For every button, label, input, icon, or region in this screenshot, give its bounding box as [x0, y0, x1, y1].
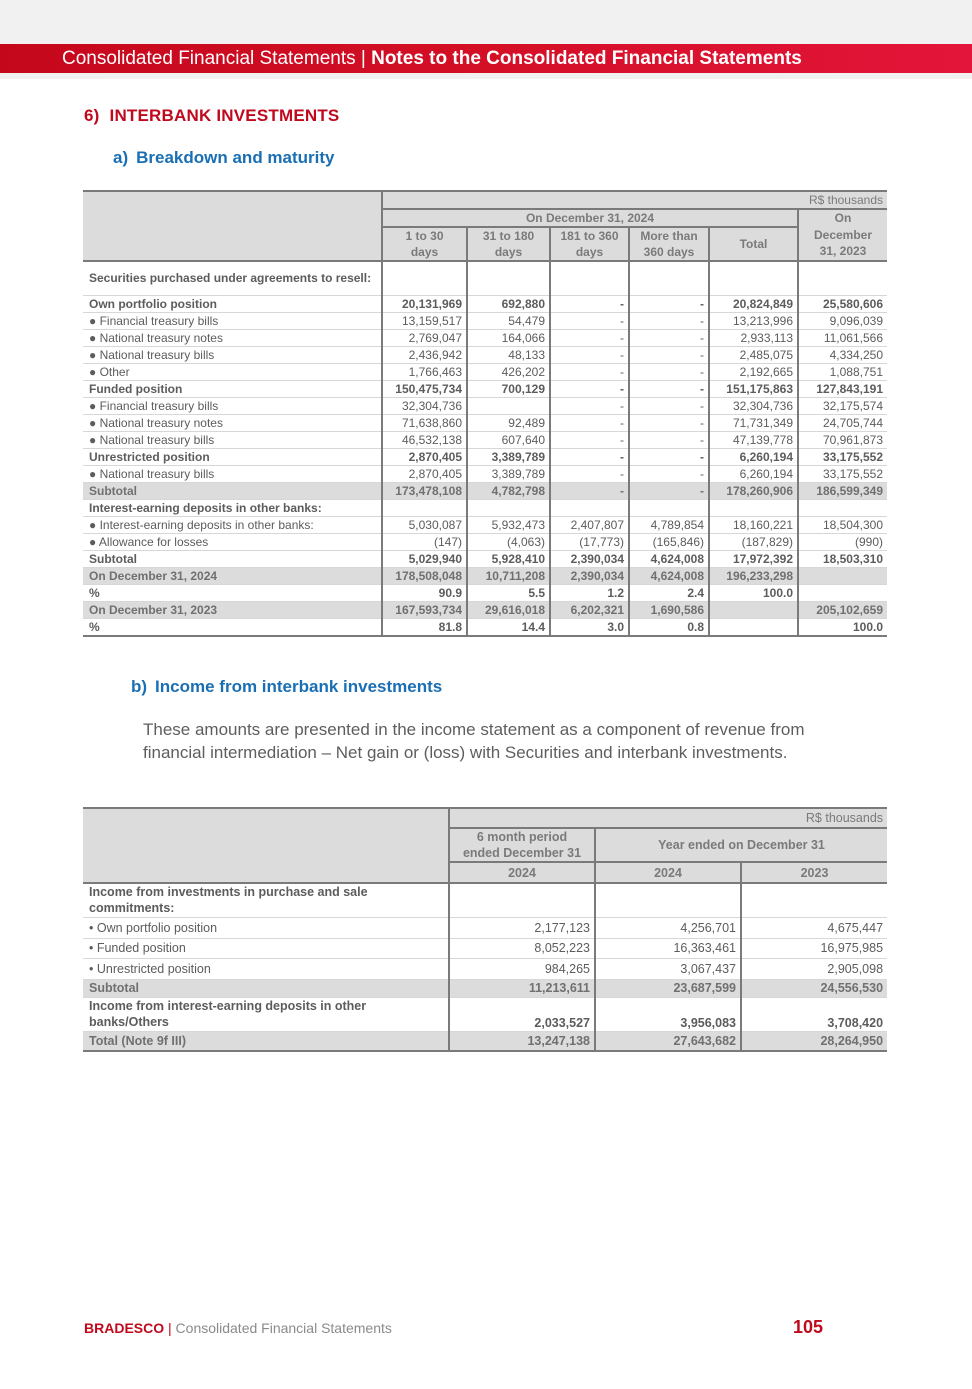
cell-value: 48,133 [467, 346, 550, 363]
cell-value: - [550, 465, 629, 482]
table-row [83, 938, 887, 958]
table-row [83, 883, 887, 917]
cell-value: 164,066 [467, 329, 550, 346]
cell-value [550, 261, 629, 295]
cell-value: 28,264,950 [741, 1031, 887, 1051]
cell-value: 8,052,223 [449, 938, 595, 958]
row-label: ● National treasury bills [83, 431, 382, 448]
cell-value [709, 601, 798, 618]
cell-value [798, 499, 887, 516]
cell-value: - [550, 312, 629, 329]
cell-value: 10,711,208 [467, 567, 550, 584]
cell-value: - [629, 312, 709, 329]
cell-value: 24,705,744 [798, 414, 887, 431]
cell-value: 2,192,665 [709, 363, 798, 380]
cell-value: 3,067,437 [595, 958, 741, 979]
cell-value: (187,829) [709, 533, 798, 550]
footer [84, 1320, 392, 1336]
cell-value: 70,961,873 [798, 431, 887, 448]
cell-value: 167,593,734 [382, 601, 467, 618]
row-label: ● National treasury bills [83, 346, 382, 363]
cell-value: 71,731,349 [709, 414, 798, 431]
table-row [83, 397, 887, 414]
row-label: Total (Note 9f III) [83, 1031, 449, 1051]
section-a-title: Breakdown and maturity [136, 148, 335, 167]
breakdown-maturity-table [83, 190, 887, 637]
row-label: ● National treasury notes [83, 329, 382, 346]
cell-value: 100.0 [709, 584, 798, 601]
cell-value: 1,690,586 [629, 601, 709, 618]
cell-value: 13,247,138 [449, 1031, 595, 1051]
cell-value: 3,956,083 [595, 997, 741, 1031]
cell-value: 0.8 [629, 618, 709, 636]
cell-value: 100.0 [798, 618, 887, 636]
row-label: Subtotal [83, 550, 382, 567]
cell-value: - [550, 346, 629, 363]
table-row [83, 261, 887, 295]
cell-value [382, 261, 467, 295]
cell-value: - [550, 482, 629, 499]
cell-value: 4,782,798 [467, 482, 550, 499]
cell-value: 4,675,447 [741, 917, 887, 938]
cell-value: 81.8 [382, 618, 467, 636]
cell-value: 150,475,734 [382, 380, 467, 397]
col-header-31-180: 31 to 180 days [467, 227, 550, 261]
cell-value [449, 883, 595, 917]
cell-value: 5.5 [467, 584, 550, 601]
cell-value: - [629, 397, 709, 414]
cell-value: 5,932,473 [467, 516, 550, 533]
cell-value: 25,580,606 [798, 295, 887, 312]
cell-value [595, 883, 741, 917]
cell-value: 4,624,008 [629, 550, 709, 567]
cell-value [709, 499, 798, 516]
row-label: • Own portfolio position [83, 917, 449, 938]
cell-value [629, 261, 709, 295]
row-label: • Funded position [83, 938, 449, 958]
cell-value: 20,824,849 [709, 295, 798, 312]
table-row [83, 431, 887, 448]
row-label: ● Other [83, 363, 382, 380]
header-section: Consolidated Financial Statements [62, 48, 356, 69]
cell-value: 1.2 [550, 584, 629, 601]
cell-value: 14.4 [467, 618, 550, 636]
cell-value: - [629, 448, 709, 465]
cell-value: 6,260,194 [709, 448, 798, 465]
cell-value: 6,260,194 [709, 465, 798, 482]
cell-value [467, 499, 550, 516]
table-row [83, 516, 887, 533]
cell-value [467, 397, 550, 414]
cell-value [709, 618, 798, 636]
unit-label: R$ thousands [449, 808, 887, 828]
cell-value [798, 584, 887, 601]
cell-value: 20,131,969 [382, 295, 467, 312]
cell-value: 11,061,566 [798, 329, 887, 346]
cell-value: 32,304,736 [382, 397, 467, 414]
cell-value: 1,088,751 [798, 363, 887, 380]
table-row [83, 363, 887, 380]
top-margin [0, 0, 972, 44]
section-b-number: b) [131, 677, 148, 696]
page-header-banner [0, 44, 972, 73]
cell-value: 17,972,392 [709, 550, 798, 567]
cell-value: 4,789,854 [629, 516, 709, 533]
footer-separator: | [164, 1320, 176, 1336]
cell-value [467, 261, 550, 295]
cell-value: 4,624,008 [629, 567, 709, 584]
col-header-360-plus: More than 360 days [629, 227, 709, 261]
cell-value: - [629, 295, 709, 312]
cell-value: - [550, 431, 629, 448]
row-label: • Unrestricted position [83, 958, 449, 979]
section-a-heading [113, 148, 335, 168]
cell-value [709, 261, 798, 295]
group-header-year-ended: Year ended on December 31 [595, 828, 887, 862]
cell-value: 13,159,517 [382, 312, 467, 329]
table-row [83, 533, 887, 550]
cell-value: 23,687,599 [595, 979, 741, 997]
cell-value: 186,599,349 [798, 482, 887, 499]
cell-value: 32,175,574 [798, 397, 887, 414]
cell-value: 11,213,611 [449, 979, 595, 997]
cell-value: - [550, 414, 629, 431]
cell-value: 2,436,942 [382, 346, 467, 363]
note-title: INTERBANK INVESTMENTS [109, 106, 340, 125]
cell-value: - [629, 465, 709, 482]
cell-value: 984,265 [449, 958, 595, 979]
cell-value: - [629, 363, 709, 380]
cell-value: 2,870,405 [382, 448, 467, 465]
cell-value: 16,363,461 [595, 938, 741, 958]
header-blank [83, 191, 382, 261]
table-row [83, 958, 887, 979]
cell-value: - [629, 431, 709, 448]
cell-value: 54,479 [467, 312, 550, 329]
table-row [83, 312, 887, 329]
section-b-paragraph: These amounts are presented in the income statement as a component of revenue from financial intermediation – Net gain or (loss) with Securities and interbank investments. [143, 720, 805, 762]
cell-value: - [550, 397, 629, 414]
cell-value: 1,766,463 [382, 363, 467, 380]
year-header: 2023 [741, 862, 887, 883]
cell-value: - [629, 380, 709, 397]
cell-value [550, 499, 629, 516]
cell-value: 33,175,552 [798, 465, 887, 482]
row-label: ● Interest-earning deposits in other banks: [83, 516, 382, 533]
cell-value: (17,773) [550, 533, 629, 550]
cell-value: (4,063) [467, 533, 550, 550]
cell-value: 27,643,682 [595, 1031, 741, 1051]
cell-value [798, 567, 887, 584]
cell-value: 2,933,113 [709, 329, 798, 346]
cell-value: 3,389,789 [467, 465, 550, 482]
cell-value: 6,202,321 [550, 601, 629, 618]
cell-value: 16,975,985 [741, 938, 887, 958]
row-label: Subtotal [83, 482, 382, 499]
cell-value: 2,177,123 [449, 917, 595, 938]
footer-brand: BRADESCO [84, 1320, 165, 1336]
cell-value: 607,640 [467, 431, 550, 448]
cell-value: - [629, 346, 709, 363]
group-header-6-month: 6 month period ended December 31 [449, 828, 595, 862]
cell-value: 2,033,527 [449, 997, 595, 1031]
row-label: On December 31, 2024 [83, 567, 382, 584]
header-separator: | [355, 48, 372, 69]
cell-value: 3,389,789 [467, 448, 550, 465]
section-b-heading [131, 677, 442, 697]
cell-value: 18,504,300 [798, 516, 887, 533]
table-row [83, 346, 887, 363]
year-header: 2024 [595, 862, 741, 883]
table-row [83, 917, 887, 938]
cell-value: 692,880 [467, 295, 550, 312]
note-heading [84, 106, 339, 126]
cell-value: 2.4 [629, 584, 709, 601]
row-label: Securities purchased under agreements to resell: [83, 261, 382, 295]
cell-value: - [550, 448, 629, 465]
cell-value: - [550, 295, 629, 312]
table-row [83, 482, 887, 499]
table-row [83, 1031, 887, 1051]
page-number: 105 [793, 1317, 824, 1337]
table-row [83, 465, 887, 482]
cell-value: 71,638,860 [382, 414, 467, 431]
row-label: ● Financial treasury bills [83, 397, 382, 414]
col-header-1-30: 1 to 30 days [382, 227, 467, 261]
cell-value: 24,556,530 [741, 979, 887, 997]
row-label: Interest-earning deposits in other banks: [83, 499, 382, 516]
col-header-181-360: 181 to 360 days [550, 227, 629, 261]
cell-value: 2,870,405 [382, 465, 467, 482]
row-label: On December 31, 2023 [83, 601, 382, 618]
cell-value: 90.9 [382, 584, 467, 601]
cell-value: 196,233,298 [709, 567, 798, 584]
table-row [83, 448, 887, 465]
table-row [83, 380, 887, 397]
row-label: ● National treasury bills [83, 465, 382, 482]
cell-value: 426,202 [467, 363, 550, 380]
table-row [83, 550, 887, 567]
cell-value: (147) [382, 533, 467, 550]
cell-value [382, 499, 467, 516]
table-row [83, 329, 887, 346]
cell-value: 47,139,778 [709, 431, 798, 448]
row-label: ● Financial treasury bills [83, 312, 382, 329]
section-a-number: a) [113, 148, 129, 167]
cell-value: 151,175,863 [709, 380, 798, 397]
row-label: % [83, 584, 382, 601]
table-row [83, 414, 887, 431]
cell-value: 3,708,420 [741, 997, 887, 1031]
table-row [83, 584, 887, 601]
table-row [83, 499, 887, 516]
cell-value: 178,260,906 [709, 482, 798, 499]
cell-value: 178,508,048 [382, 567, 467, 584]
cell-value: 92,489 [467, 414, 550, 431]
row-label: % [83, 618, 382, 636]
cell-value: 2,390,034 [550, 567, 629, 584]
cell-value [798, 261, 887, 295]
row-label: Income from investments in purchase and sale commitments: [83, 883, 449, 917]
cell-value: 4,334,250 [798, 346, 887, 363]
row-label: Unrestricted position [83, 448, 382, 465]
header-subsection: Notes to the Consolidated Financial Statements [371, 48, 802, 69]
row-label: Own portfolio position [83, 295, 382, 312]
table-row [83, 997, 887, 1031]
row-label: Funded position [83, 380, 382, 397]
income-table [83, 807, 887, 1052]
cell-value: 2,905,098 [741, 958, 887, 979]
row-label: ● National treasury notes [83, 414, 382, 431]
header-underband [0, 73, 972, 79]
cell-value: 46,532,138 [382, 431, 467, 448]
year-header: 2024 [449, 862, 595, 883]
cell-value: 700,129 [467, 380, 550, 397]
table-row [83, 979, 887, 997]
cell-value: 4,256,701 [595, 917, 741, 938]
row-label: ● Allowance for losses [83, 533, 382, 550]
group-header-2024: On December 31, 2024 [382, 209, 798, 227]
cell-value: 3.0 [550, 618, 629, 636]
section-b-title: Income from interbank investments [155, 677, 443, 696]
cell-value: 5,928,410 [467, 550, 550, 567]
cell-value: 9,096,039 [798, 312, 887, 329]
cell-value: - [629, 329, 709, 346]
col-header-total: Total [709, 227, 798, 261]
cell-value: 18,503,310 [798, 550, 887, 567]
table-row [83, 601, 887, 618]
cell-value: 2,485,075 [709, 346, 798, 363]
cell-value: 205,102,659 [798, 601, 887, 618]
cell-value: (990) [798, 533, 887, 550]
unit-label: R$ thousands [382, 191, 887, 209]
cell-value: 2,390,034 [550, 550, 629, 567]
cell-value: 5,030,087 [382, 516, 467, 533]
cell-value: - [550, 363, 629, 380]
cell-value: 2,769,047 [382, 329, 467, 346]
cell-value: - [629, 414, 709, 431]
col-header-2023: On December 31, 2023 [798, 209, 887, 261]
cell-value: 18,160,221 [709, 516, 798, 533]
cell-value: 5,029,940 [382, 550, 467, 567]
cell-value: 33,175,552 [798, 448, 887, 465]
cell-value: 29,616,018 [467, 601, 550, 618]
cell-value: - [550, 329, 629, 346]
row-label: Subtotal [83, 979, 449, 997]
cell-value: 32,304,736 [709, 397, 798, 414]
row-label: Income from interest-earning deposits in other banks/Others [83, 997, 449, 1031]
header-blank [83, 808, 449, 883]
note-number: 6) [84, 106, 100, 125]
table-row [83, 567, 887, 584]
cell-value [629, 499, 709, 516]
cell-value: 13,213,996 [709, 312, 798, 329]
table-row [83, 618, 887, 636]
table-row [83, 295, 887, 312]
cell-value: - [550, 380, 629, 397]
cell-value: 173,478,108 [382, 482, 467, 499]
cell-value: - [629, 482, 709, 499]
cell-value: 127,843,191 [798, 380, 887, 397]
cell-value [741, 883, 887, 917]
cell-value: 2,407,807 [550, 516, 629, 533]
cell-value: (165,846) [629, 533, 709, 550]
footer-text: Consolidated Financial Statements [175, 1320, 392, 1336]
